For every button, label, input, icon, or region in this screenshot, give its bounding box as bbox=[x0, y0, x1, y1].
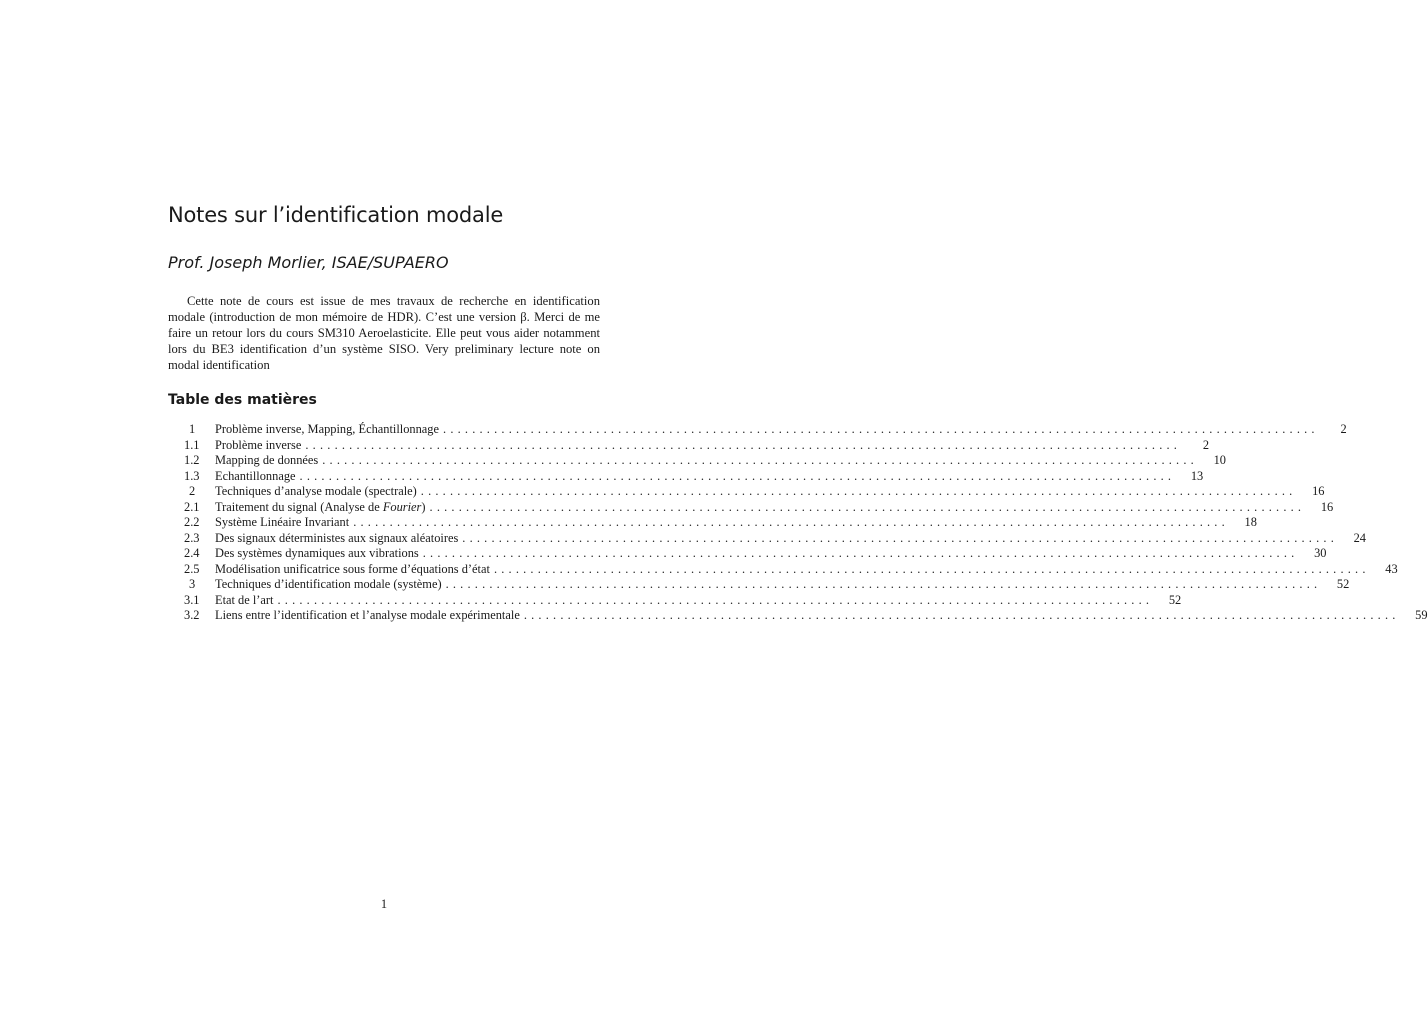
toc-entry-page: 24 bbox=[1353, 530, 1366, 545]
toc-entry[interactable] bbox=[184, 422, 1347, 438]
toc-heading: Table des matières bbox=[168, 392, 317, 408]
toc-entry[interactable] bbox=[184, 530, 1366, 547]
toc-entry[interactable] bbox=[184, 468, 1204, 485]
toc-entry-title: Problème inverse bbox=[215, 437, 302, 452]
toc-entry-number: 3.2 bbox=[184, 608, 200, 622]
toc-entry-title: Des signaux déterministes aux signaux aléatoires bbox=[215, 530, 459, 545]
toc-entry-page: 10 bbox=[1213, 453, 1226, 467]
toc-dot-leader: ........................................................................................................................ bbox=[305, 437, 1182, 452]
toc-entry-title: Traitement du signal (Analyse de Fourier) bbox=[215, 499, 426, 514]
toc-dot-leader: ........................................................................................................................ bbox=[422, 546, 1299, 560]
toc-entry-number: 2.2 bbox=[184, 515, 200, 529]
toc-entry[interactable] bbox=[184, 515, 1257, 531]
toc-dot-leader: ........................................................................................................................ bbox=[445, 577, 1322, 591]
toc-entry[interactable] bbox=[184, 561, 1398, 578]
toc-entry-page: 59 bbox=[1415, 608, 1428, 622]
toc-entry[interactable] bbox=[184, 484, 1325, 500]
toc-entry[interactable] bbox=[184, 499, 1334, 516]
toc-dot-leader: ........................................................................................................................ bbox=[420, 484, 1297, 498]
toc-dot-leader: ........................................................................................................................ bbox=[277, 592, 1154, 607]
toc-entry-page: 16 bbox=[1312, 484, 1325, 498]
toc-entry[interactable] bbox=[184, 592, 1182, 609]
toc-entry-page: 52 bbox=[1168, 592, 1182, 607]
toc-entry[interactable] bbox=[184, 546, 1327, 562]
toc-entry-number: 2.1 bbox=[184, 499, 200, 514]
toc-entry-title: Liens entre l’identification et l’analyse modale expérimentale bbox=[215, 608, 520, 622]
toc-entry-title: Techniques d’analyse modale (spectrale) bbox=[215, 484, 417, 498]
toc-entry-title: Des systèmes dynamiques aux vibrations bbox=[215, 546, 419, 560]
toc-dot-leader: ........................................................................................................................ bbox=[429, 499, 1306, 514]
toc-entry-title: Système Linéaire Invariant bbox=[215, 515, 350, 529]
table-of-contents bbox=[184, 422, 1428, 624]
toc-entry-number: 1.1 bbox=[184, 437, 200, 452]
toc-entry[interactable] bbox=[184, 437, 1210, 454]
page-number: 1 bbox=[380, 897, 388, 911]
toc-entry-title: Techniques d’identification modale (système) bbox=[215, 577, 442, 591]
toc-entry-page: 2 bbox=[1202, 437, 1210, 452]
toc-entry-number: 2.3 bbox=[184, 530, 200, 545]
toc-entry-title: Problème inverse, Mapping, Échantillonnage bbox=[215, 422, 440, 436]
toc-entry-page: 13 bbox=[1190, 468, 1204, 483]
toc-entry-number: 3.1 bbox=[184, 592, 200, 607]
toc-entry-number: 2.5 bbox=[184, 561, 200, 576]
toc-dot-leader: ........................................................................................................................ bbox=[353, 515, 1229, 529]
toc-entry-page: 30 bbox=[1314, 546, 1327, 560]
toc-entry[interactable] bbox=[184, 577, 1350, 593]
toc-dot-leader: ........................................................................................................................ bbox=[462, 530, 1338, 545]
toc-dot-leader: ........................................................................................................................ bbox=[299, 468, 1176, 483]
toc-entry-number: 2 bbox=[189, 484, 196, 498]
toc-dot-leader: ........................................................................................................................ bbox=[443, 422, 1319, 436]
toc-entry-number: 1 bbox=[189, 422, 196, 436]
toc-entry-number: 2.4 bbox=[184, 546, 200, 560]
toc-entry-number: 1.3 bbox=[184, 468, 200, 483]
toc-entry[interactable] bbox=[184, 453, 1226, 469]
toc-entry-page: 52 bbox=[1336, 577, 1350, 591]
toc-dot-leader: ........................................................................................................................ bbox=[322, 453, 1198, 467]
toc-entry-number: 3 bbox=[189, 577, 196, 591]
abstract-paragraph: Cette note de cours est issue de mes travaux de recherche en identification modale (introduction de mon mémoire de HDR). C’est une version β. Merci de me faire un retour lors du cours SM310 Aeroelasticite. Elle peut vous aider notamment lors du BE3 identification d’un système SISO. Very preliminary lecture note on modal identification bbox=[168, 294, 600, 372]
toc-entry-title: Modélisation unificatrice sous forme d’équations d’état bbox=[215, 561, 490, 576]
toc-entry-title: Echantillonnage bbox=[215, 468, 296, 483]
toc-entry-number: 1.2 bbox=[184, 453, 200, 467]
toc-dot-leader: ........................................................................................................................ bbox=[523, 608, 1400, 622]
document-title: Notes sur l’identification modale bbox=[168, 203, 504, 227]
toc-entry-page: 16 bbox=[1320, 499, 1334, 514]
toc-entry[interactable] bbox=[184, 608, 1428, 624]
toc-entry-page: 18 bbox=[1244, 515, 1257, 529]
author-line: Prof. Joseph Morlier, ISAE/SUPAERO bbox=[168, 253, 449, 272]
toc-entry-title: Etat de l’art bbox=[215, 592, 274, 607]
toc-dot-leader: ........................................................................................................................ bbox=[493, 561, 1370, 576]
toc-entry-page: 2 bbox=[1340, 422, 1347, 436]
toc-entry-title: Mapping de données bbox=[215, 453, 319, 467]
toc-entry-page: 43 bbox=[1385, 561, 1398, 576]
